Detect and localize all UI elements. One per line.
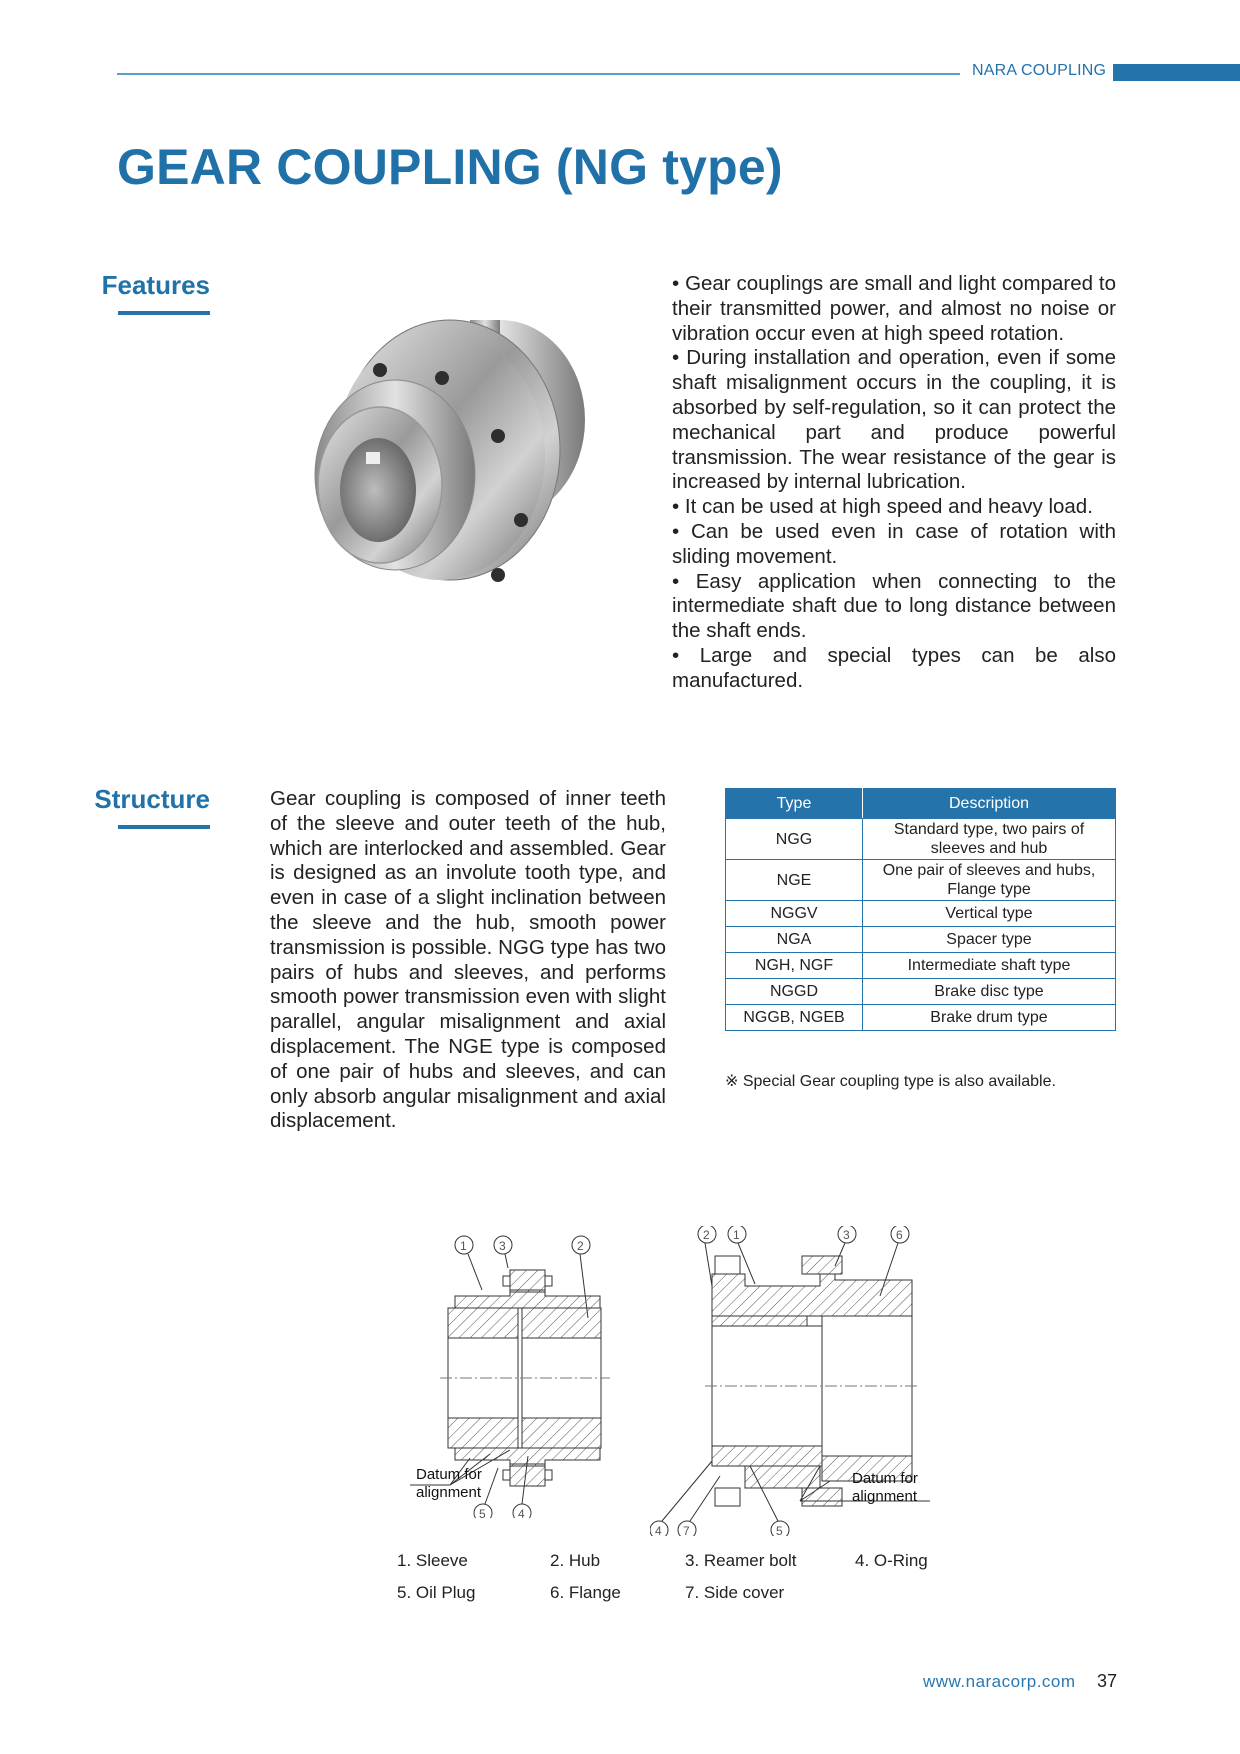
structure-heading: Structure — [94, 784, 210, 814]
part-item: 3. Reamer bolt — [685, 1551, 797, 1570]
feature-item: • Can be used even in case of rotation with sliding movement. — [672, 519, 1116, 568]
svg-text:7: 7 — [683, 1524, 690, 1536]
description-cell: One pair of sleeves and hubs, Flange type — [863, 860, 1116, 901]
svg-text:3: 3 — [499, 1239, 506, 1253]
svg-text:4: 4 — [655, 1524, 662, 1536]
svg-text:2: 2 — [577, 1239, 584, 1253]
structure-paragraph: Gear coupling is composed of inner teeth of the sleeve and outer teeth of the hub, which are interlocked and assembled. Gear is designed as an involute tooth type, and even in case of a slight inclination between the sleeve and the hub, smooth power transmission is possible. NGG type has two pairs of hubs and sleeves, and performs smooth power transmission even with slight parallel, angular misalignment and axial displacement. The NGE type is composed of one pair of hubs and sleeves, and can only absorb angular misalignment and axial displacement. — [270, 787, 666, 1133]
ngg-datum-label: Datum for alignment — [416, 1466, 482, 1501]
type-cell: NGGV — [726, 901, 863, 927]
feature-item: • It can be used at high speed and heavy load. — [672, 495, 1093, 519]
description-cell: Intermediate shaft type — [863, 953, 1116, 979]
type-table — [725, 788, 1116, 1031]
parts-legend — [397, 1551, 1008, 1615]
description-cell: Brake drum type — [863, 1005, 1116, 1031]
feature-item: • Large and special types can be also manufactured. — [672, 643, 1116, 692]
feature-item: • During installation and operation, even if some shaft misalignment occurs in the coupling, it is absorbed by self-regulation, so it can protect the mechanical part and produce powerful transmission. The wear resistance of the gear is increased by internal lubrication. — [672, 346, 1116, 494]
type-cell: NGGB, NGEB — [726, 1005, 863, 1031]
structure-underline — [118, 825, 210, 829]
column-header-description: Description — [863, 789, 1116, 819]
header-accent-bar — [1113, 64, 1240, 81]
part-item: 5. Oil Plug — [397, 1583, 476, 1602]
svg-text:4: 4 — [518, 1507, 525, 1518]
part-item: 1. Sleeve — [397, 1551, 468, 1570]
page-title: GEAR COUPLING (NG type) — [117, 139, 783, 195]
feature-item: • Gear couplings are small and light compared to their transmitted power, and almost no noise or vibration occur even at high speed rotation. — [672, 272, 1116, 345]
description-cell: Standard type, two pairs of sleeves and hub — [863, 819, 1116, 860]
type-cell: NGGD — [726, 979, 863, 1005]
description-cell: Vertical type — [863, 901, 1116, 927]
table-row — [726, 819, 1116, 860]
svg-text:3: 3 — [843, 1228, 850, 1242]
part-item: 4. O-Ring — [855, 1551, 928, 1570]
table-row — [726, 927, 1116, 953]
description-cell: Brake disc type — [863, 979, 1116, 1005]
type-cell: NGA — [726, 927, 863, 953]
svg-text:6: 6 — [896, 1228, 903, 1242]
feature-item: • Easy application when connecting to the intermediate shaft due to long distance between the shaft ends. — [672, 569, 1116, 643]
gear-coupling-image — [300, 300, 600, 590]
brand-label: NARA COUPLING — [972, 62, 1107, 79]
svg-text:1: 1 — [733, 1228, 740, 1242]
type-table-container — [725, 788, 1116, 1031]
special-type-note: ※ Special Gear coupling type is also available. — [725, 1073, 1056, 1090]
column-header-type: Type — [726, 789, 863, 819]
type-cell: NGH, NGF — [726, 953, 863, 979]
page-number: 37 — [1097, 1671, 1118, 1691]
svg-text:5: 5 — [776, 1524, 783, 1536]
features-heading: Features — [101, 270, 210, 300]
table-row — [726, 1005, 1116, 1031]
part-item: 6. Flange — [550, 1583, 621, 1602]
description-cell: Spacer type — [863, 927, 1116, 953]
table-row — [726, 901, 1116, 927]
svg-text:2: 2 — [703, 1228, 710, 1242]
features-underline — [118, 311, 210, 315]
table-row — [726, 979, 1116, 1005]
features-list — [672, 272, 1116, 694]
table-row — [726, 953, 1116, 979]
footer-website-link[interactable]: www.naracorp.com — [923, 1672, 1076, 1691]
type-cell: NGE — [726, 860, 863, 901]
svg-text:1: 1 — [460, 1239, 467, 1253]
type-cell: NGG — [726, 819, 863, 860]
part-item: 2. Hub — [550, 1551, 601, 1570]
nge-datum-label: Datum for alignment — [852, 1470, 918, 1505]
table-row — [726, 860, 1116, 901]
header-rule — [117, 73, 960, 75]
svg-text:5: 5 — [479, 1507, 486, 1518]
part-item: 7. Side cover — [685, 1583, 785, 1602]
